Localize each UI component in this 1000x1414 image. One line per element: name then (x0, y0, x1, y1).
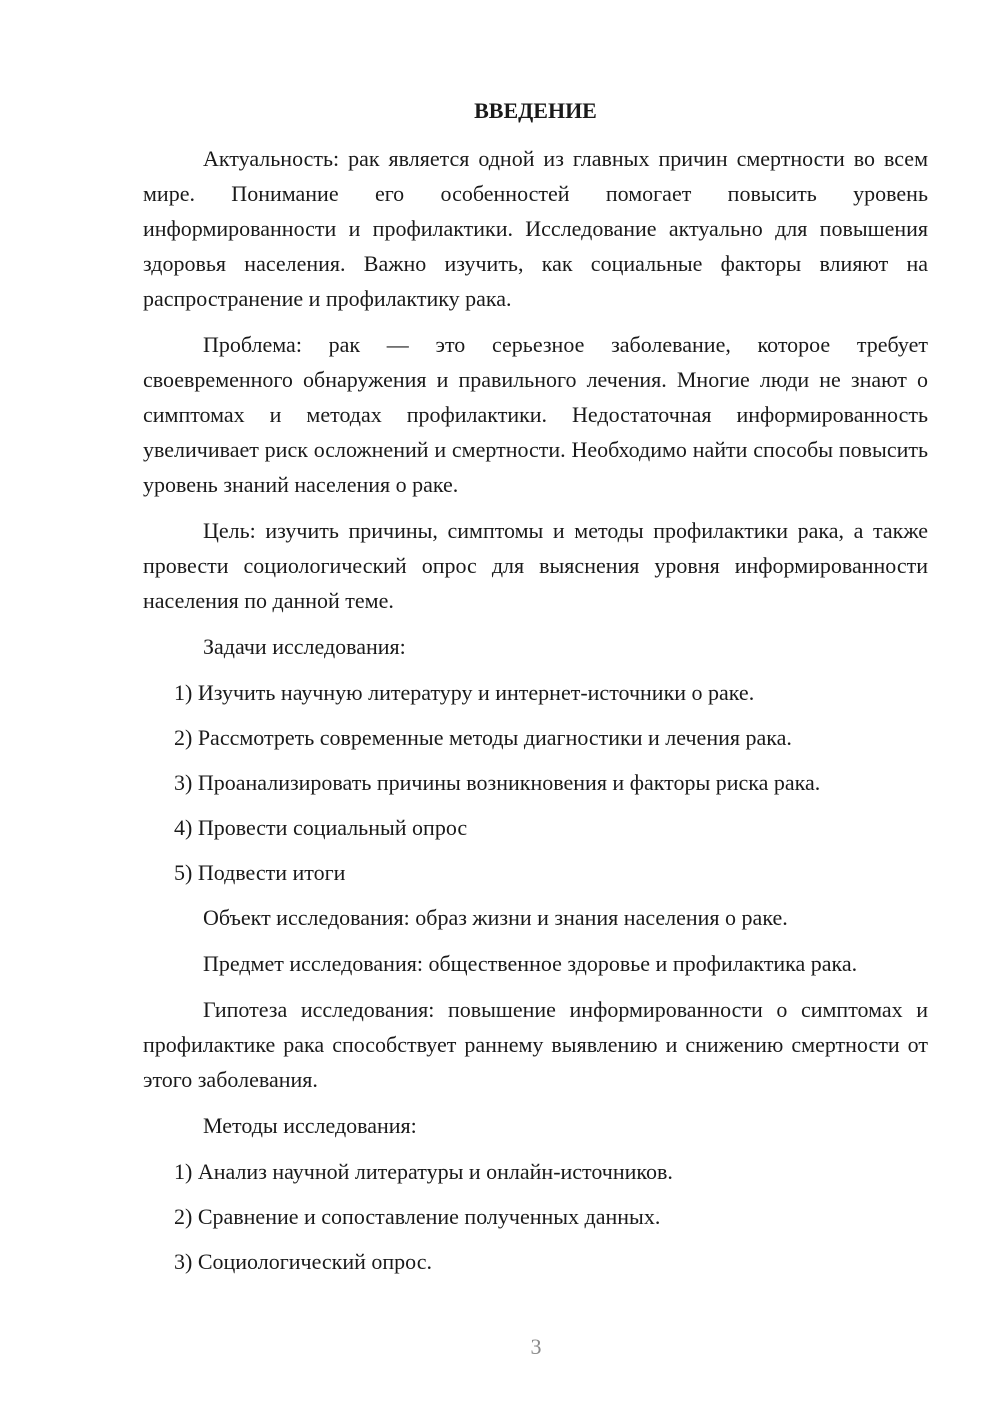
page-content (143, 93, 928, 1289)
problem-paragraph: Проблема: рак — это серьезное заболевание, которое требует своевременного обнаружения и правильного лечения. Многие люди не знают о симптомах и методах профилактики. Недостаточная информированность увеличивает риск осложнений и смертности. Необходимо найти способы повысить уровень знаний населения о раке. (143, 332, 928, 497)
relevance-paragraph: Актуальность: рак является одной из главных причин смертности во всем мире. Понимание его особенностей помогает повысить уровень информированности и профилактики. Исследование актуально для повышения здоровья населения. Важно изучить, как социальные факторы влияют на распространение и профилактику рака. (143, 146, 928, 311)
section-heading: ВВЕДЕНИЕ (474, 98, 597, 123)
task-item: 4) Провести социальный опрос (174, 815, 468, 840)
method-item: 1) Анализ научной литературы и онлайн-источников. (174, 1159, 673, 1184)
hypothesis-paragraph: Гипотеза исследования: повышение информированности о симптомах и профилактике рака способствует раннему выявлению и снижению смертности от этого заболевания. (143, 997, 928, 1092)
methods-heading: Методы исследования: (203, 1113, 417, 1138)
method-item: 2) Сравнение и сопоставление полученных данных. (174, 1204, 661, 1229)
task-item: 3) Проанализировать причины возникновения и факторы риска рака. (174, 770, 821, 795)
task-item: 1) Изучить научную литературу и интернет-источники о раке. (174, 680, 755, 705)
tasks-heading: Задачи исследования: (203, 634, 406, 659)
method-item: 3) Социологический опрос. (174, 1249, 432, 1274)
page-number: 3 (530, 1334, 542, 1359)
task-item: 5) Подвести итоги (174, 860, 346, 885)
task-item: 2) Рассмотреть современные методы диагностики и лечения рака. (174, 725, 792, 750)
goal-paragraph: Цель: изучить причины, симптомы и методы профилактики рака, а также провести социологический опрос для выяснения уровня информированности населения по данной теме. (143, 518, 928, 613)
object-paragraph: Объект исследования: образ жизни и знания населения о раке. (203, 905, 788, 930)
subject-paragraph: Предмет исследования: общественное здоровье и профилактика рака. (203, 951, 858, 976)
